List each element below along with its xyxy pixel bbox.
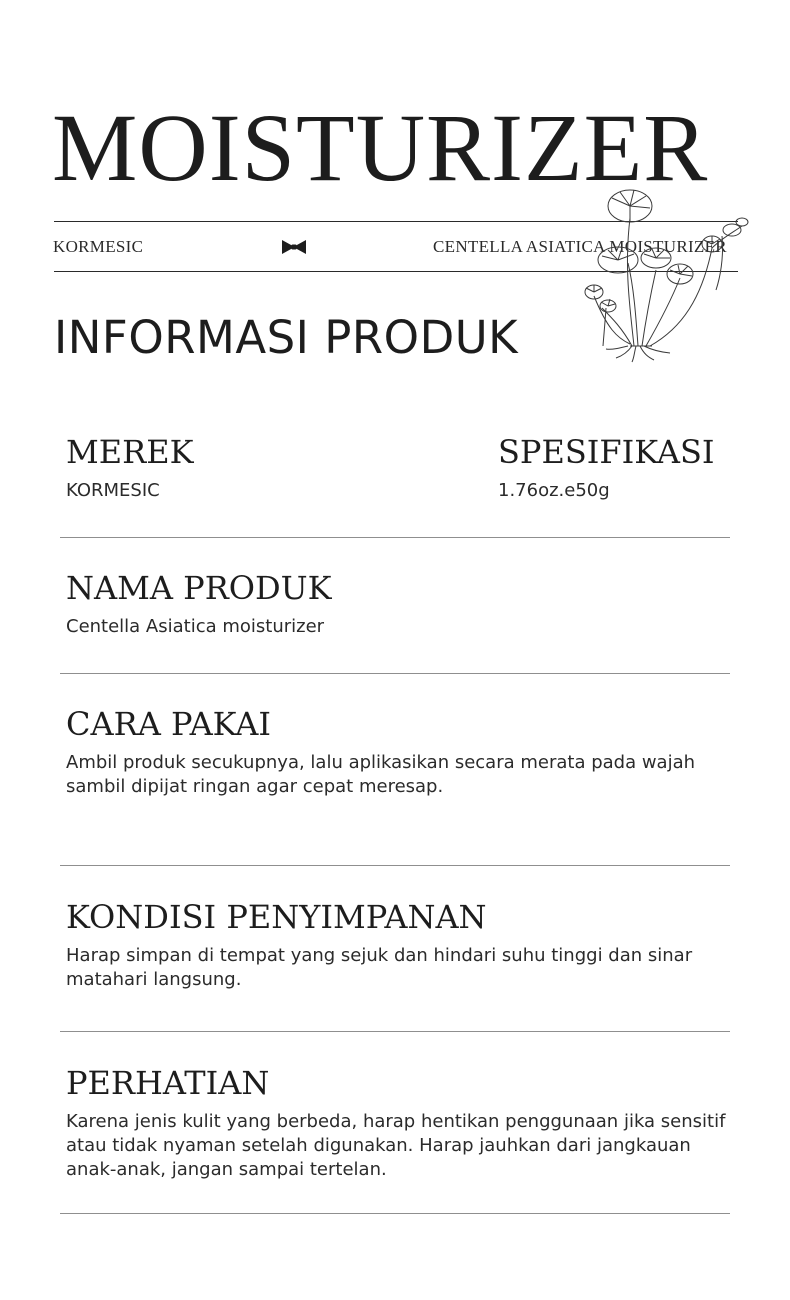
bowtie-icon (281, 239, 307, 255)
field-value-nama-produk: Centella Asiatica moisturizer (66, 616, 325, 637)
header-product-line: CENTELLA ASIATICA MOISTURIZER (433, 237, 727, 256)
field-value-kondisi-penyimpanan: Harap simpan di tempat yang sejuk dan hindari suhu tinggi dan sinar matahari langsung. (66, 945, 693, 990)
field-label-merek: MEREK (66, 433, 194, 471)
field-label-spesifikasi: SPESIFIKASI (498, 433, 715, 471)
main-title: MOISTURIZER (52, 94, 709, 201)
field-value-spesifikasi: 1.76oz.e50g (498, 480, 610, 501)
field-label-perhatian: PERHATIAN (66, 1064, 270, 1102)
divider (60, 673, 730, 674)
field-label-nama-produk: NAMA PRODUK (66, 569, 332, 607)
field-value-merek: KORMESIC (66, 480, 160, 501)
centella-plant-icon (572, 178, 750, 363)
field-value-perhatian: Karena jenis kulit yang berbeda, harap hentikan penggunaan jika sensitif atau tidak nyaman setelah digunakan. Harap jauhkan dari jangkauan anak-anak, jangan sampai tertelan. (66, 1111, 726, 1180)
field-label-cara-pakai: CARA PAKAI (66, 705, 272, 743)
divider (60, 865, 730, 866)
field-value-cara-pakai: Ambil produk secukupnya, lalu aplikasikan secara merata pada wajah sambil dipijat ringan agar cepat meresap. (66, 752, 696, 797)
divider (60, 1031, 730, 1032)
divider (60, 537, 730, 538)
section-title: INFORMASI PRODUK (54, 311, 519, 364)
header-brand: KORMESIC (53, 237, 144, 256)
divider (60, 1213, 730, 1214)
field-label-kondisi-penyimpanan: KONDISI PENYIMPANAN (66, 898, 487, 936)
